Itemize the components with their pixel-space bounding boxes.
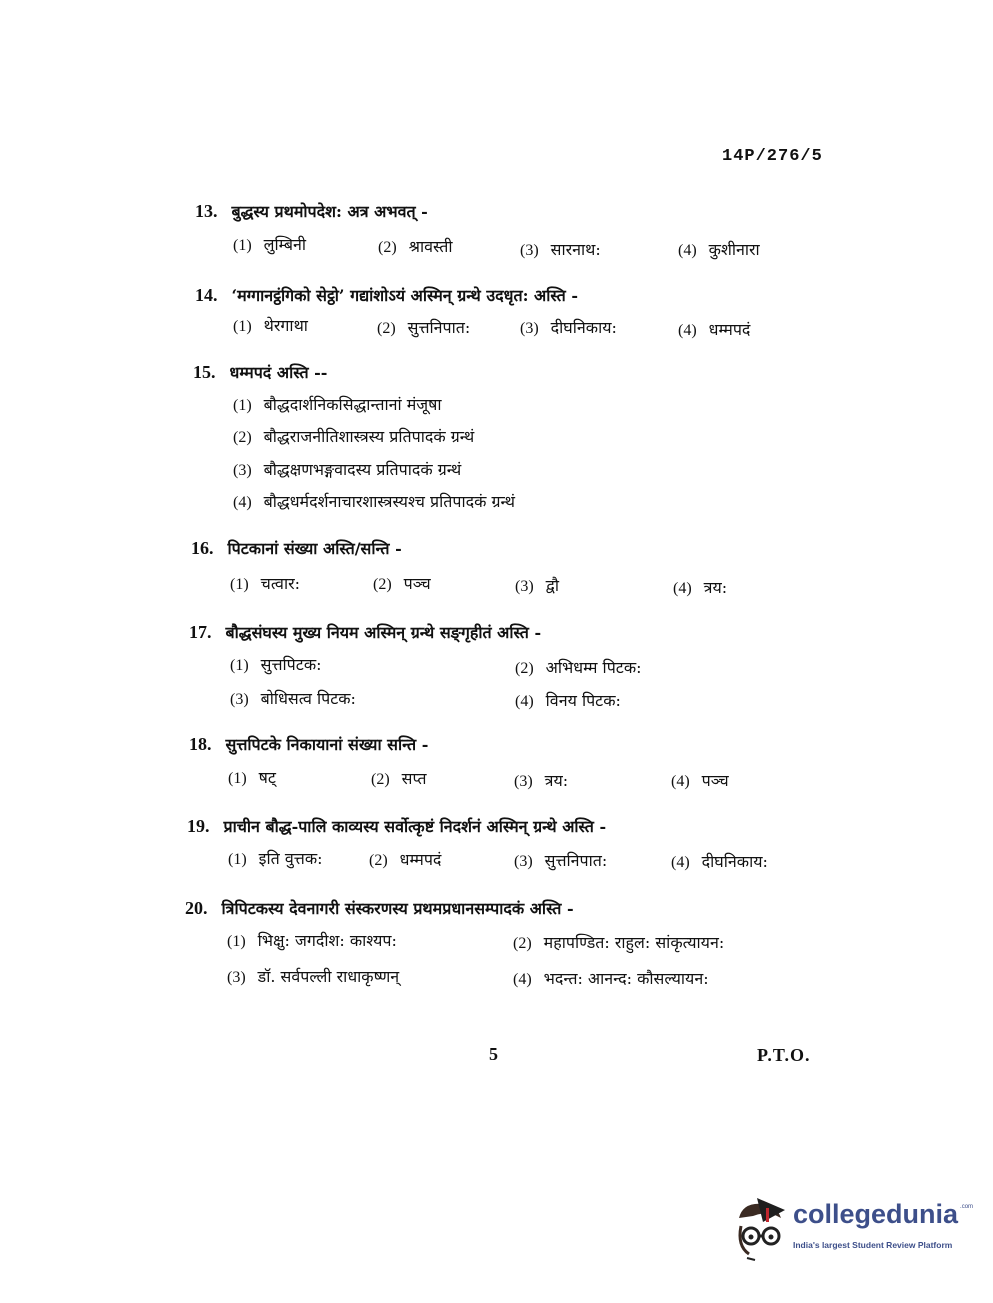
question-number: 13.	[195, 201, 218, 221]
question-heading	[195, 285, 578, 307]
question-heading	[195, 201, 428, 223]
option-text: लुम्बिनी	[263, 235, 307, 254]
option-text: पञ्च	[403, 574, 431, 593]
answer-option	[233, 395, 442, 415]
answer-option	[233, 492, 515, 512]
option-number: (2)	[513, 935, 532, 952]
option-number: (1)	[233, 318, 252, 335]
option-text: सुत्तनिपात:	[407, 318, 471, 337]
answer-option	[233, 427, 474, 447]
option-text: धम्मपदं	[708, 320, 751, 339]
option-number: (4)	[671, 854, 690, 871]
question-text: बुद्धस्य प्रथमोपदेश: अत्र अभवत् -	[231, 202, 428, 221]
option-number: (4)	[515, 693, 534, 710]
option-text: सुत्तनिपात:	[544, 851, 608, 870]
option-number: (4)	[513, 971, 532, 988]
option-number: (3)	[233, 462, 252, 479]
option-text: षट्	[258, 768, 276, 787]
option-number: (1)	[233, 397, 252, 414]
option-number: (3)	[520, 242, 539, 259]
answer-option	[233, 316, 308, 336]
question-number: 19.	[187, 816, 210, 836]
option-number: (3)	[514, 853, 533, 870]
pto-label: P.T.O.	[757, 1045, 811, 1065]
question-heading	[185, 898, 574, 920]
option-text: विनय पिटक:	[545, 691, 621, 710]
option-text: द्वौ	[545, 576, 560, 595]
page-number: 5	[489, 1044, 498, 1064]
answer-option	[513, 933, 724, 953]
option-text: बौद्धराजनीतिशास्त्रस्य प्रतिपादकं ग्रन्थं	[263, 427, 475, 446]
option-text: कुशीनारा	[708, 240, 760, 259]
answer-option	[515, 576, 559, 596]
option-number: (3)	[515, 578, 534, 595]
option-text: भदन्त: आनन्द: कौसल्यायन:	[543, 969, 709, 988]
answer-option	[514, 851, 607, 871]
option-text: बौद्धक्षणभङ्गवादस्य प्रतिपादकं ग्रन्थं	[263, 460, 462, 479]
answer-option	[230, 689, 356, 709]
option-number: (4)	[678, 242, 697, 259]
question-text: त्रिपिटकस्य देवनागरी संस्करणस्य प्रथमप्रधानसम्पादकं अस्ति -	[221, 899, 574, 918]
option-number: (1)	[228, 851, 247, 868]
option-text: दीघनिकाय:	[550, 318, 617, 337]
question-heading	[193, 362, 327, 384]
question-text: बौद्धसंघस्य मुख्य नियम अस्मिन् ग्रन्थे सङ्गृहीतं अस्ति -	[225, 623, 542, 642]
answer-option	[671, 852, 768, 872]
option-text: श्रावस्ती	[408, 237, 453, 256]
answer-option	[678, 240, 760, 260]
answer-option	[373, 574, 431, 594]
question-number: 20.	[185, 898, 208, 918]
answer-option	[515, 691, 621, 711]
option-number: (2)	[377, 320, 396, 337]
collegedunia-logo	[733, 1196, 983, 1266]
option-number: (1)	[228, 770, 247, 787]
option-text: पञ्च	[701, 771, 729, 790]
option-number: (1)	[230, 576, 249, 593]
question-text: प्राचीन बौद्ध-पालि काव्यस्य सर्वोत्कृष्टं निदर्शनं अस्मिन् ग्रन्थे अस्ति -	[223, 817, 607, 836]
option-number: (2)	[515, 660, 534, 677]
option-text: त्रय:	[544, 771, 569, 790]
question-heading	[191, 538, 402, 560]
answer-option	[377, 318, 470, 338]
logo-tagline: India's largest Student Review Platform	[793, 1240, 953, 1250]
option-text: सप्त	[401, 769, 427, 788]
option-text: बौद्धदार्शनिकसिद्धान्तानां मंजूषा	[263, 395, 442, 414]
option-text: भिक्षु: जगदीश: काश्यप:	[257, 931, 397, 950]
option-number: (4)	[671, 773, 690, 790]
option-text: थेरगाथा	[263, 316, 308, 335]
option-number: (3)	[514, 773, 533, 790]
question-number: 17.	[189, 622, 212, 642]
option-number: (4)	[678, 322, 697, 339]
question-text: पिटकानां संख्या अस्ति/सन्ति -	[227, 539, 402, 558]
option-text: धम्मपदं	[399, 850, 442, 869]
answer-option	[378, 237, 453, 257]
option-number: (2)	[233, 429, 252, 446]
option-number: (1)	[227, 933, 246, 950]
answer-option	[369, 850, 441, 870]
option-number: (3)	[227, 969, 246, 986]
option-text: त्रय:	[703, 578, 728, 597]
option-text: सारनाथ:	[550, 240, 601, 259]
logo-heading	[793, 1200, 973, 1230]
answer-option	[228, 768, 276, 788]
option-text: दीघनिकाय:	[701, 852, 768, 871]
answer-option	[678, 320, 750, 340]
question-heading	[189, 622, 541, 644]
question-number: 16.	[191, 538, 214, 558]
option-number: (4)	[673, 580, 692, 597]
question-number: 15.	[193, 362, 216, 382]
question-text: ‘मग्गानट्ठंगिको सेट्ठो’ गद्यांशोऽयं अस्मिन् ग्रन्थे उदधृत: अस्ति -	[231, 286, 578, 305]
answer-option	[227, 931, 397, 951]
option-number: (3)	[230, 691, 249, 708]
option-number: (2)	[373, 576, 392, 593]
answer-option	[513, 969, 709, 989]
question-heading	[189, 734, 428, 756]
answer-option	[520, 318, 617, 338]
option-number: (3)	[520, 320, 539, 337]
option-text: इति वुत्तक:	[258, 849, 323, 868]
option-number: (4)	[233, 494, 252, 511]
answer-option	[515, 658, 642, 678]
option-number: (1)	[230, 657, 249, 674]
logo-domain: .com	[960, 1204, 974, 1210]
answer-option	[230, 574, 300, 594]
option-text: बौद्धधर्मदर्शनाचारशास्त्रस्यश्च प्रतिपादकं ग्रन्थं	[263, 492, 515, 511]
logo-wordmark: collegedunia	[793, 1199, 959, 1229]
paper-code: 14P/276/5	[722, 147, 823, 166]
option-text: सुत्तपिटक:	[260, 655, 322, 674]
answer-option	[673, 578, 727, 598]
answer-option	[233, 235, 306, 255]
question-text: धम्मपदं अस्ति --	[229, 363, 328, 382]
option-text: डॉ. सर्वपल्ली राधाकृष्णन्	[257, 967, 400, 986]
answer-option	[233, 460, 461, 480]
question-text: सुत्तपिटके निकायानां संख्या सन्ति -	[225, 735, 429, 754]
answer-option	[230, 655, 322, 675]
question-number: 14.	[195, 285, 218, 305]
option-text: अभिधम्म पिटक:	[545, 658, 642, 677]
option-number: (2)	[378, 239, 397, 256]
answer-option	[371, 769, 427, 789]
option-number: (1)	[233, 237, 252, 254]
answer-option	[520, 240, 601, 260]
answer-option	[228, 849, 323, 869]
student-mascot-icon	[733, 1196, 791, 1264]
option-number: (2)	[371, 771, 390, 788]
question-number: 18.	[189, 734, 212, 754]
option-text: बोधिसत्व पिटक:	[260, 689, 356, 708]
answer-option	[514, 771, 568, 791]
answer-option	[227, 967, 399, 987]
option-text: चत्वार:	[260, 574, 301, 593]
option-text: महापण्डित: राहुल: सांकृत्यायन:	[543, 933, 725, 952]
answer-option	[671, 771, 729, 791]
option-number: (2)	[369, 852, 388, 869]
question-heading	[187, 816, 606, 838]
